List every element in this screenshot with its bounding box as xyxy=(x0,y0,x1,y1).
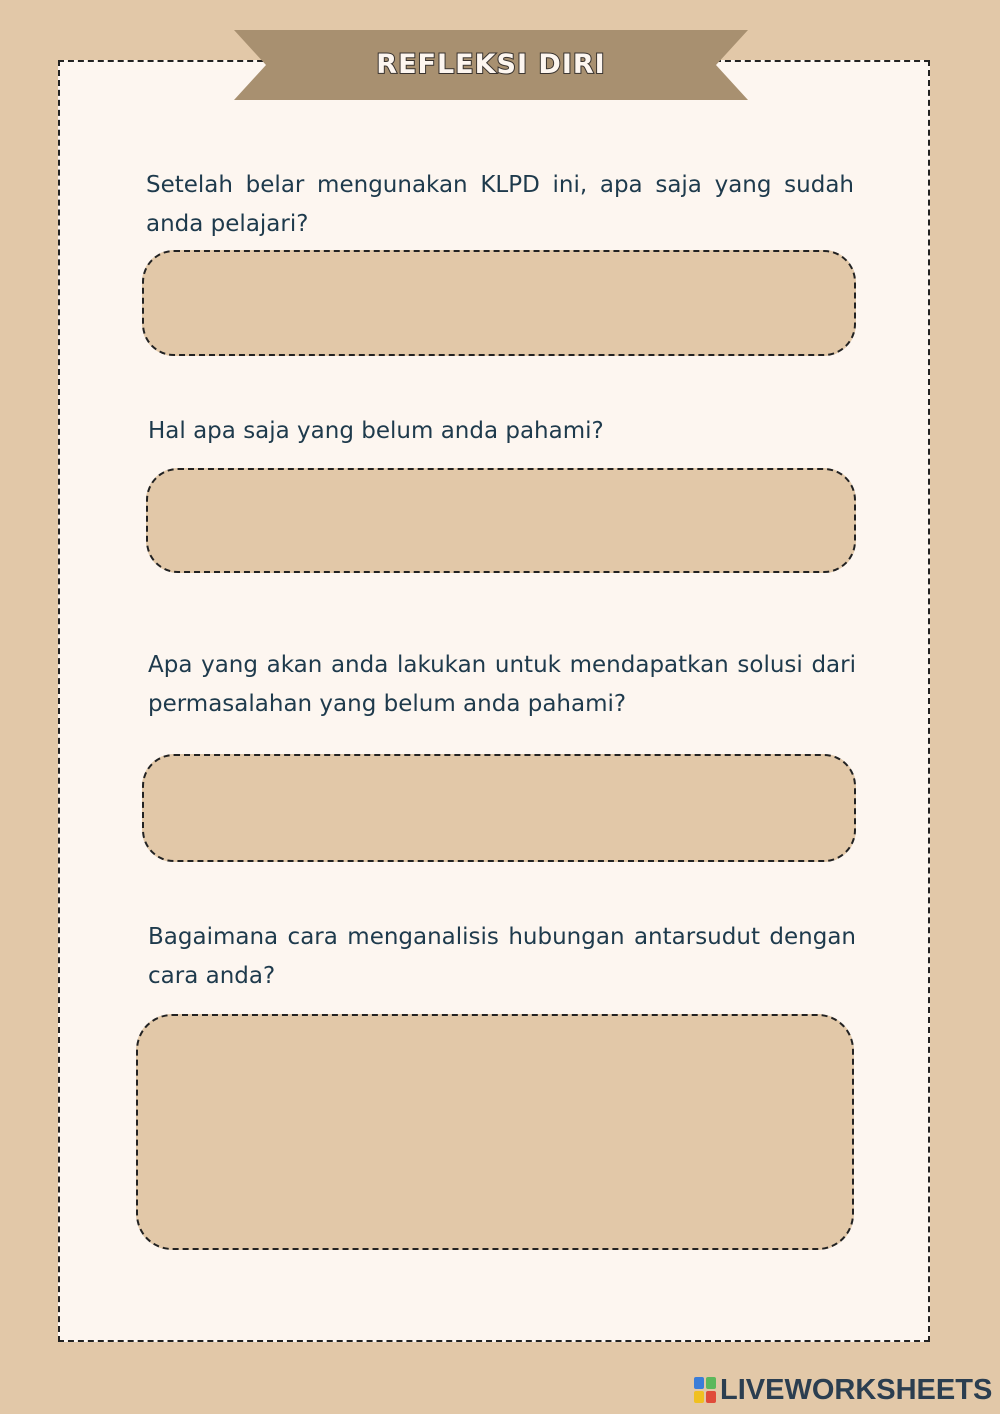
question-1-text: Setelah belar mengunakan KLPD ini, apa saja yang sudah anda pelajari? xyxy=(146,172,854,237)
answer-input-2[interactable] xyxy=(148,470,854,571)
answer-box-1[interactable] xyxy=(142,250,856,356)
answer-box-2[interactable] xyxy=(146,468,856,573)
page-title: REFLEKSI DIRI xyxy=(376,49,606,80)
liveworksheets-brand[interactable] xyxy=(694,1374,992,1406)
question-4-text: Bagaimana cara menganalisis hubungan antarsudut dengan cara anda? xyxy=(148,924,856,989)
answer-input-1[interactable] xyxy=(144,252,854,354)
answer-box-4[interactable] xyxy=(136,1014,854,1250)
answer-input-3[interactable] xyxy=(144,756,854,860)
answer-box-3[interactable] xyxy=(142,754,856,862)
title-banner xyxy=(234,30,748,100)
liveworksheets-logo-icon xyxy=(694,1377,716,1403)
question-2-text: Hal apa saja yang belum anda pahami? xyxy=(148,418,604,444)
question-3-text: Apa yang akan anda lakukan untuk mendapatkan solusi dari permasalahan yang belum anda pahami? xyxy=(148,652,856,717)
answer-input-4[interactable] xyxy=(138,1016,852,1248)
brand-name: LIVEWORKSHEETS xyxy=(720,1373,993,1406)
